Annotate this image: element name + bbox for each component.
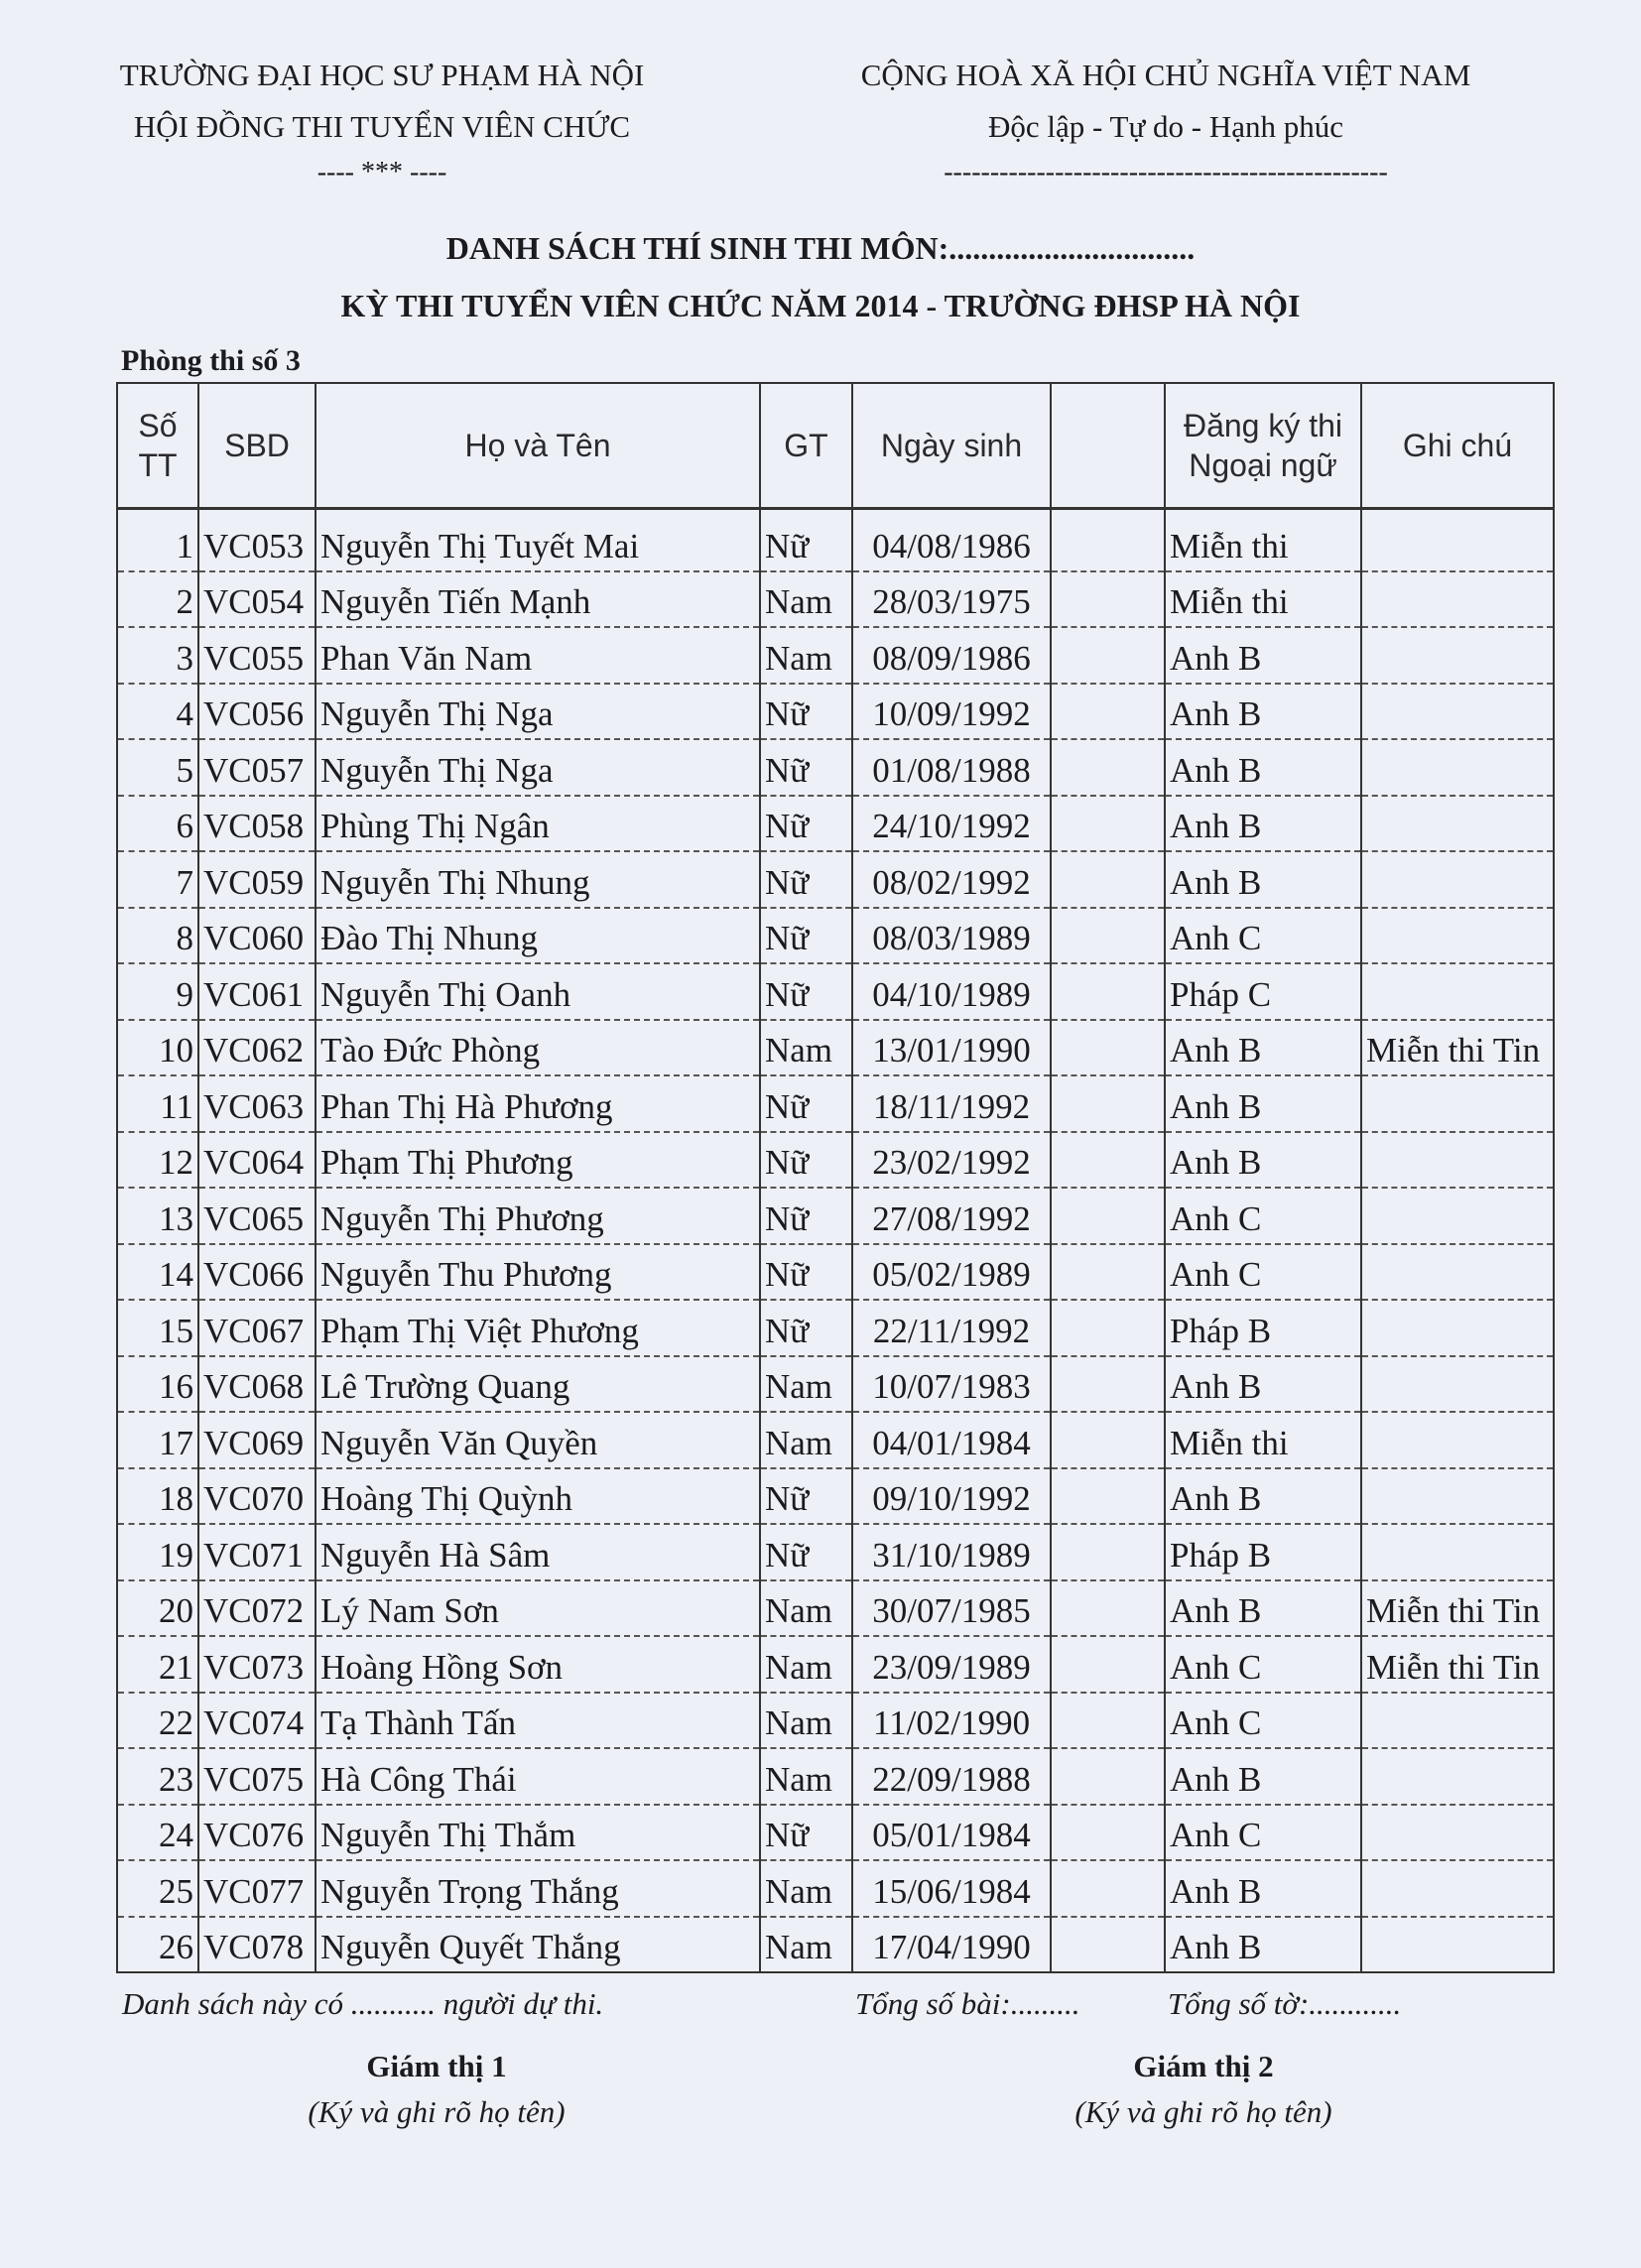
table-row	[117, 1917, 1554, 1973]
cell-gender: Nam	[760, 627, 852, 684]
cell-blank	[1051, 1412, 1165, 1468]
cell-sbd: VC053	[198, 509, 316, 571]
col-header-language-line1: Đăng ký thi	[1183, 408, 1343, 443]
cell-blank	[1051, 1132, 1165, 1189]
cell-sbd: VC069	[198, 1412, 316, 1468]
cell-language: Anh C	[1165, 1188, 1361, 1244]
cell-sbd: VC073	[198, 1636, 316, 1693]
table-row	[117, 1188, 1554, 1244]
cell-name: Nguyễn Thị Nga	[316, 739, 760, 796]
cell-stt: 1	[117, 509, 198, 571]
cell-name: Nguyễn Hà Sâm	[316, 1524, 760, 1580]
cell-blank	[1051, 1524, 1165, 1580]
cell-stt: 3	[117, 627, 198, 684]
cell-dob: 08/02/1992	[852, 851, 1051, 908]
cell-stt: 22	[117, 1693, 198, 1749]
cell-language: Anh B	[1165, 1468, 1361, 1525]
cell-sbd: VC074	[198, 1693, 316, 1749]
cell-gender: Nữ	[760, 963, 852, 1020]
cell-blank	[1051, 1917, 1165, 1973]
cell-blank	[1051, 1300, 1165, 1356]
cell-note	[1361, 1075, 1554, 1132]
table-row	[117, 1075, 1554, 1132]
footer-count: Danh sách này có ........... người dự thi.	[122, 1986, 604, 2021]
cell-stt: 24	[117, 1805, 198, 1861]
cell-gender: Nữ	[760, 1244, 852, 1301]
cell-language: Miễn thi	[1165, 571, 1361, 628]
cell-gender: Nữ	[760, 1805, 852, 1861]
cell-gender: Nam	[760, 1356, 852, 1413]
cell-dob: 27/08/1992	[852, 1188, 1051, 1244]
cell-language: Anh C	[1165, 1244, 1361, 1301]
table-row	[117, 1860, 1554, 1917]
col-header-dob: Ngày sinh	[852, 383, 1051, 509]
cell-sbd: VC075	[198, 1748, 316, 1805]
col-header-blank	[1051, 383, 1165, 509]
cell-dob: 11/02/1990	[852, 1693, 1051, 1749]
table-row	[117, 1805, 1554, 1861]
cell-blank	[1051, 1805, 1165, 1861]
cell-sbd: VC062	[198, 1020, 316, 1076]
cell-dob: 10/09/1992	[852, 684, 1051, 740]
cell-name: Đào Thị Nhung	[316, 908, 760, 964]
signature-block-1	[238, 2044, 635, 2135]
table-row	[117, 1693, 1554, 1749]
cell-sbd: VC065	[198, 1188, 316, 1244]
cell-dob: 28/03/1975	[852, 571, 1051, 628]
footer-total-papers: Tổng số bài:.........	[855, 1986, 1080, 2021]
cell-blank	[1051, 963, 1165, 1020]
cell-stt: 12	[117, 1132, 198, 1189]
cell-note	[1361, 1300, 1554, 1356]
cell-dob: 04/08/1986	[852, 509, 1051, 571]
cell-note	[1361, 1860, 1554, 1917]
cell-blank	[1051, 571, 1165, 628]
cell-name: Nguyễn Thị Nhung	[316, 851, 760, 908]
cell-language: Anh B	[1165, 684, 1361, 740]
cell-dob: 23/02/1992	[852, 1132, 1051, 1189]
cell-name: Hà Công Thái	[316, 1748, 760, 1805]
cell-note	[1361, 739, 1554, 796]
cell-stt: 7	[117, 851, 198, 908]
cell-blank	[1051, 1580, 1165, 1637]
cell-dob: 05/02/1989	[852, 1244, 1051, 1301]
cell-stt: 17	[117, 1412, 198, 1468]
cell-sbd: VC067	[198, 1300, 316, 1356]
cell-note	[1361, 851, 1554, 908]
table-row	[117, 1244, 1554, 1301]
header-left-separator: ---- *** ----	[316, 157, 447, 188]
cell-stt: 15	[117, 1300, 198, 1356]
cell-name: Phùng Thị Ngân	[316, 796, 760, 852]
cell-language: Anh B	[1165, 1020, 1361, 1076]
cell-name: Nguyễn Thị Phương	[316, 1188, 760, 1244]
cell-name: Nguyễn Văn Quyền	[316, 1412, 760, 1468]
cell-blank	[1051, 1188, 1165, 1244]
cell-dob: 22/09/1988	[852, 1748, 1051, 1805]
cell-gender: Nữ	[760, 1188, 852, 1244]
cell-language: Anh B	[1165, 627, 1361, 684]
cell-blank	[1051, 1468, 1165, 1525]
cell-note	[1361, 1412, 1554, 1468]
table-row	[117, 796, 1554, 852]
cell-note	[1361, 1917, 1554, 1973]
cell-gender: Nam	[760, 1860, 852, 1917]
cell-dob: 31/10/1989	[852, 1524, 1051, 1580]
cell-dob: 30/07/1985	[852, 1580, 1051, 1637]
cell-stt: 6	[117, 796, 198, 852]
cell-note	[1361, 684, 1554, 740]
cell-blank	[1051, 509, 1165, 571]
cell-name: Nguyễn Thị Oanh	[316, 963, 760, 1020]
cell-sbd: VC078	[198, 1917, 316, 1973]
cell-dob: 24/10/1992	[852, 796, 1051, 852]
cell-language: Miễn thi	[1165, 1412, 1361, 1468]
col-header-name: Họ và Tên	[316, 383, 760, 509]
proctor-1-hint: (Ký và ghi rõ họ tên)	[308, 2094, 566, 2129]
table-row	[117, 1636, 1554, 1693]
table-row	[117, 571, 1554, 628]
cell-language: Anh B	[1165, 1748, 1361, 1805]
cell-dob: 04/10/1989	[852, 963, 1051, 1020]
cell-language: Anh B	[1165, 1132, 1361, 1189]
table-row	[117, 684, 1554, 740]
table-row	[117, 1356, 1554, 1413]
table-row	[117, 1524, 1554, 1580]
col-header-stt-line1: Số	[138, 408, 178, 443]
proctor-1-title: Giám thị 1	[366, 2049, 507, 2083]
cell-stt: 26	[117, 1917, 198, 1973]
cell-gender: Nữ	[760, 1524, 852, 1580]
cell-language: Anh B	[1165, 851, 1361, 908]
table-row	[117, 1300, 1554, 1356]
cell-language: Anh B	[1165, 1917, 1361, 1973]
cell-note	[1361, 1468, 1554, 1525]
cell-name: Nguyễn Thị Thắm	[316, 1805, 760, 1861]
cell-gender: Nam	[760, 1412, 852, 1468]
proctor-2-hint: (Ký và ghi rõ họ tên)	[1074, 2094, 1332, 2129]
signature-block-2	[1005, 2044, 1402, 2135]
cell-gender: Nữ	[760, 851, 852, 908]
cell-language: Anh B	[1165, 1356, 1361, 1413]
cell-dob: 05/01/1984	[852, 1805, 1051, 1861]
cell-note: Miễn thi Tin	[1361, 1580, 1554, 1637]
cell-dob: 01/08/1988	[852, 739, 1051, 796]
cell-gender: Nữ	[760, 1132, 852, 1189]
cell-blank	[1051, 1860, 1165, 1917]
cell-note	[1361, 1524, 1554, 1580]
cell-gender: Nữ	[760, 684, 852, 740]
cell-stt: 4	[117, 684, 198, 740]
col-header-note: Ghi chú	[1361, 383, 1554, 509]
cell-name: Nguyễn Trọng Thắng	[316, 1860, 760, 1917]
cell-sbd: VC054	[198, 571, 316, 628]
col-header-gt: GT	[760, 383, 852, 509]
cell-note	[1361, 1748, 1554, 1805]
cell-sbd: VC056	[198, 684, 316, 740]
table-row	[117, 1468, 1554, 1525]
cell-note	[1361, 963, 1554, 1020]
cell-note	[1361, 1132, 1554, 1189]
table-header-row	[117, 383, 1554, 509]
cell-blank	[1051, 739, 1165, 796]
country-name: CỘNG HOÀ XÃ HỘI CHỦ NGHĨA VIỆT NAM	[860, 58, 1471, 92]
cell-sbd: VC059	[198, 851, 316, 908]
cell-language: Anh C	[1165, 908, 1361, 964]
col-header-stt	[117, 383, 198, 509]
cell-name: Phan Văn Nam	[316, 627, 760, 684]
cell-stt: 2	[117, 571, 198, 628]
cell-dob: 08/03/1989	[852, 908, 1051, 964]
cell-gender: Nữ	[760, 509, 852, 571]
document-subtitle: KỲ THI TUYỂN VIÊN CHỨC NĂM 2014 - TRƯỜNG ĐHSP HÀ NỘI	[340, 288, 1301, 323]
cell-gender: Nữ	[760, 739, 852, 796]
col-header-sbd: SBD	[198, 383, 316, 509]
cell-dob: 22/11/1992	[852, 1300, 1051, 1356]
cell-language: Miễn thi	[1165, 509, 1361, 571]
cell-gender: Nữ	[760, 796, 852, 852]
cell-stt: 19	[117, 1524, 198, 1580]
cell-stt: 14	[117, 1244, 198, 1301]
cell-name: Hoàng Thị Quỳnh	[316, 1468, 760, 1525]
cell-blank	[1051, 1020, 1165, 1076]
cell-language: Pháp C	[1165, 963, 1361, 1020]
cell-blank	[1051, 1244, 1165, 1301]
cell-blank	[1051, 908, 1165, 964]
cell-dob: 13/01/1990	[852, 1020, 1051, 1076]
cell-blank	[1051, 627, 1165, 684]
cell-language: Anh B	[1165, 796, 1361, 852]
cell-sbd: VC057	[198, 739, 316, 796]
table-row	[117, 1412, 1554, 1468]
header-right-separator: ------------------------------------------------	[944, 157, 1388, 188]
cell-note	[1361, 1188, 1554, 1244]
cell-gender: Nữ	[760, 1468, 852, 1525]
cell-dob: 09/10/1992	[852, 1468, 1051, 1525]
cell-gender: Nữ	[760, 1300, 852, 1356]
cell-sbd: VC076	[198, 1805, 316, 1861]
col-header-stt-line2: TT	[138, 447, 178, 483]
cell-note	[1361, 1244, 1554, 1301]
cell-blank	[1051, 684, 1165, 740]
cell-name: Lê Trường Quang	[316, 1356, 760, 1413]
table-row	[117, 851, 1554, 908]
proctor-2-title: Giám thị 2	[1133, 2049, 1274, 2083]
cell-name: Phạm Thị Phương	[316, 1132, 760, 1189]
col-header-language-line2: Ngoại ngữ	[1189, 447, 1337, 483]
cell-dob: 18/11/1992	[852, 1075, 1051, 1132]
cell-stt: 23	[117, 1748, 198, 1805]
cell-dob: 23/09/1989	[852, 1636, 1051, 1693]
table-row	[117, 739, 1554, 796]
cell-language: Anh B	[1165, 1580, 1361, 1637]
cell-name: Lý Nam Sơn	[316, 1580, 760, 1637]
cell-sbd: VC072	[198, 1580, 316, 1637]
cell-language: Anh C	[1165, 1636, 1361, 1693]
cell-stt: 20	[117, 1580, 198, 1637]
cell-sbd: VC061	[198, 963, 316, 1020]
cell-note: Miễn thi Tin	[1361, 1020, 1554, 1076]
cell-gender: Nữ	[760, 1075, 852, 1132]
header-right	[828, 50, 1503, 192]
cell-name: Hoàng Hồng Sơn	[316, 1636, 760, 1693]
table-row	[117, 1748, 1554, 1805]
cell-stt: 8	[117, 908, 198, 964]
cell-sbd: VC068	[198, 1356, 316, 1413]
cell-note	[1361, 908, 1554, 964]
cell-blank	[1051, 1636, 1165, 1693]
cell-dob: 04/01/1984	[852, 1412, 1051, 1468]
cell-name: Tào Đức Phòng	[316, 1020, 760, 1076]
cell-name: Nguyễn Thị Tuyết Mai	[316, 509, 760, 571]
cell-gender: Nam	[760, 1580, 852, 1637]
cell-language: Pháp B	[1165, 1524, 1361, 1580]
cell-name: Tạ Thành Tấn	[316, 1693, 760, 1749]
cell-blank	[1051, 796, 1165, 852]
cell-note	[1361, 627, 1554, 684]
cell-gender: Nam	[760, 1917, 852, 1973]
cell-gender: Nam	[760, 1693, 852, 1749]
cell-name: Nguyễn Tiến Mạnh	[316, 571, 760, 628]
cell-name: Phạm Thị Việt Phương	[316, 1300, 760, 1356]
cell-stt: 9	[117, 963, 198, 1020]
table-row	[117, 1580, 1554, 1637]
cell-stt: 5	[117, 739, 198, 796]
cell-name: Nguyễn Thu Phương	[316, 1244, 760, 1301]
cell-dob: 10/07/1983	[852, 1356, 1051, 1413]
cell-sbd: VC071	[198, 1524, 316, 1580]
table-row	[117, 627, 1554, 684]
cell-sbd: VC058	[198, 796, 316, 852]
cell-dob: 08/09/1986	[852, 627, 1051, 684]
room-label: Phòng thi số 3	[121, 344, 301, 377]
cell-language: Anh B	[1165, 1860, 1361, 1917]
cell-gender: Nữ	[760, 908, 852, 964]
cell-sbd: VC055	[198, 627, 316, 684]
cell-stt: 13	[117, 1188, 198, 1244]
cell-blank	[1051, 851, 1165, 908]
cell-sbd: VC077	[198, 1860, 316, 1917]
header-left	[94, 50, 670, 192]
motto: Độc lập - Tự do - Hạnh phúc	[988, 109, 1343, 144]
cell-sbd: VC060	[198, 908, 316, 964]
council-name: HỘI ĐỒNG THI TUYỂN VIÊN CHỨC	[133, 109, 631, 144]
cell-blank	[1051, 1075, 1165, 1132]
cell-stt: 25	[117, 1860, 198, 1917]
candidate-table-body	[117, 509, 1554, 1973]
cell-note	[1361, 1805, 1554, 1861]
cell-language: Anh C	[1165, 1693, 1361, 1749]
cell-note: Miễn thi Tin	[1361, 1636, 1554, 1693]
cell-note	[1361, 509, 1554, 571]
cell-sbd: VC064	[198, 1132, 316, 1189]
table-row	[117, 509, 1554, 571]
cell-sbd: VC070	[198, 1468, 316, 1525]
cell-language: Anh B	[1165, 1075, 1361, 1132]
cell-blank	[1051, 1693, 1165, 1749]
school-name: TRƯỜNG ĐẠI HỌC SƯ PHẠM HÀ NỘI	[119, 58, 645, 92]
cell-language: Anh C	[1165, 1805, 1361, 1861]
cell-note	[1361, 1693, 1554, 1749]
table-row	[117, 908, 1554, 964]
cell-name: Phan Thị Hà Phương	[316, 1075, 760, 1132]
table-row	[117, 1020, 1554, 1076]
cell-language: Anh B	[1165, 739, 1361, 796]
cell-gender: Nam	[760, 1020, 852, 1076]
cell-sbd: VC066	[198, 1244, 316, 1301]
footer-total-sheets: Tổng số tờ:............	[1168, 1986, 1402, 2021]
cell-note	[1361, 571, 1554, 628]
cell-note	[1361, 796, 1554, 852]
cell-stt: 10	[117, 1020, 198, 1076]
cell-name: Nguyễn Quyết Thắng	[316, 1917, 760, 1973]
table-row	[117, 963, 1554, 1020]
cell-dob: 15/06/1984	[852, 1860, 1051, 1917]
cell-stt: 11	[117, 1075, 198, 1132]
cell-sbd: VC063	[198, 1075, 316, 1132]
cell-gender: Nam	[760, 1636, 852, 1693]
cell-stt: 16	[117, 1356, 198, 1413]
cell-stt: 21	[117, 1636, 198, 1693]
cell-name: Nguyễn Thị Nga	[316, 684, 760, 740]
cell-blank	[1051, 1748, 1165, 1805]
candidate-table	[116, 382, 1555, 1973]
cell-gender: Nam	[760, 1748, 852, 1805]
cell-note	[1361, 1356, 1554, 1413]
document-title: DANH SÁCH THÍ SINH THI MÔN:...............................	[445, 230, 1196, 266]
cell-gender: Nam	[760, 571, 852, 628]
cell-dob: 17/04/1990	[852, 1917, 1051, 1973]
cell-blank	[1051, 1356, 1165, 1413]
cell-stt: 18	[117, 1468, 198, 1525]
table-row	[117, 1132, 1554, 1189]
col-header-language	[1165, 383, 1361, 509]
cell-language: Pháp B	[1165, 1300, 1361, 1356]
